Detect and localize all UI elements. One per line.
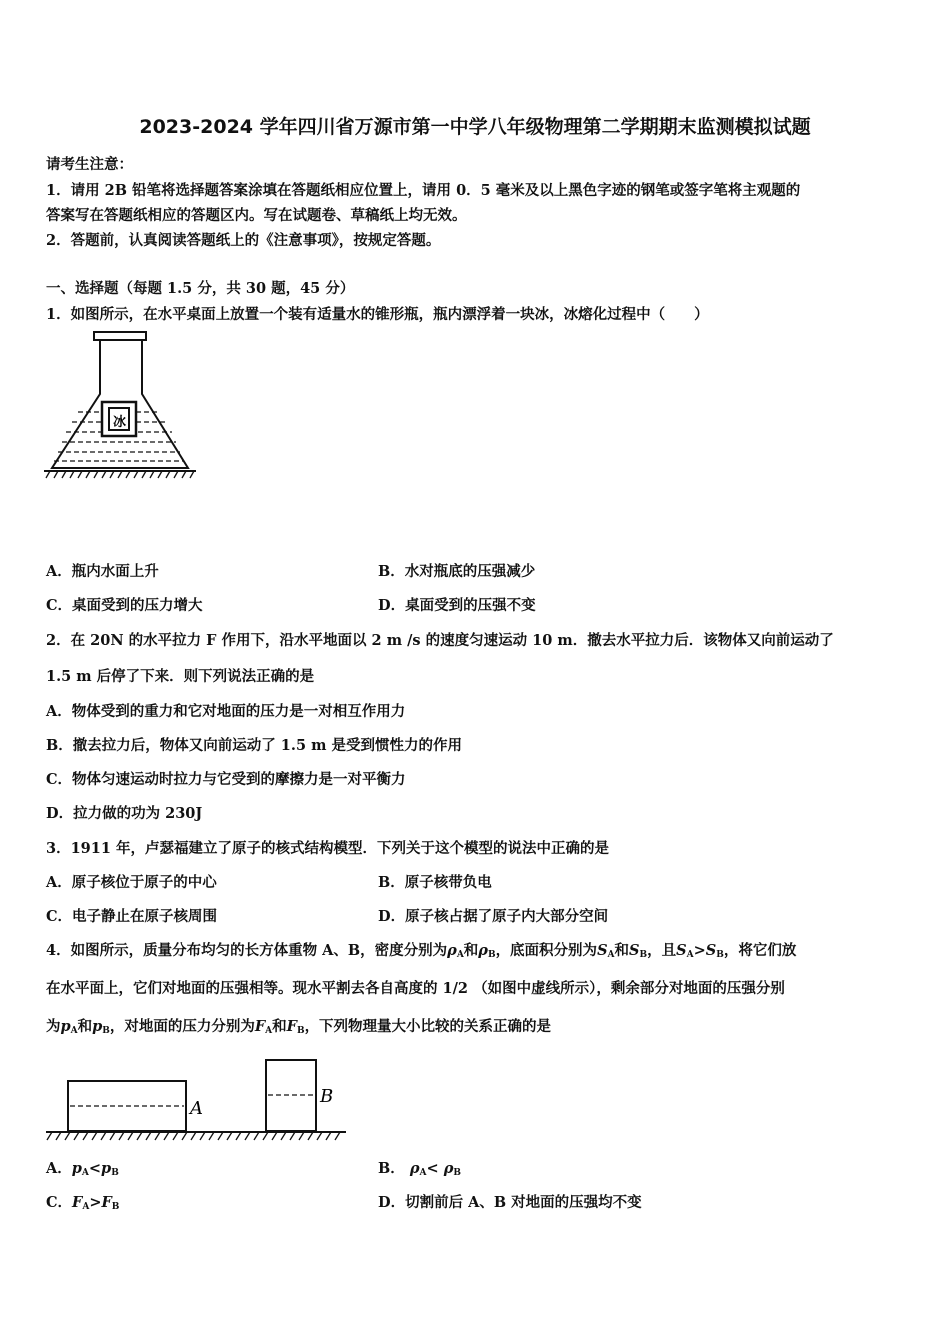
q1-stem: 1．如图所示，在水平桌面上放置一个装有适量水的锥形瓶，瓶内漂浮着一块冰，冰熔化过程中（ ） [46, 306, 709, 323]
notice-item-1-line-2: 答案写在答题纸相应的答题区内。写在试题卷、草稿纸上均无效。 [46, 207, 467, 224]
section-heading: 一、选择题（每题 1.5 分，共 30 题，45 分） [46, 280, 355, 297]
q3-option-c[interactable]: C．电子静止在原子核周围 [46, 908, 218, 925]
block-a-label: A [190, 1098, 203, 1119]
q2-option-d[interactable]: D．拉力做的功为 230J [46, 805, 203, 822]
q3-option-a[interactable]: A．原子核位于原子的中心 [46, 874, 217, 891]
q3-option-d[interactable]: D．原子核占据了原子内大部分空间 [378, 908, 609, 925]
q4-stem-line-1: 4．如图所示，质量分布均匀的长方体重物 A、B，密度分别为$\rho_A$和$\rho_B$，底面积分别为$S_A$和$S_B$，且$S_A>S_B$，将它们放 [46, 942, 797, 960]
q4-option-b[interactable]: B． $\rho_A< \rho_B$ [378, 1160, 461, 1178]
q2-stem-line-2: 1.5 m 后停了下来．则下列说法正确的是 [46, 668, 315, 685]
q3-option-b[interactable]: B．原子核带负电 [378, 874, 492, 891]
notice-item-2: 2．答题前，认真阅读答题纸上的《注意事项》，按规定答题。 [46, 232, 441, 249]
q4-option-a[interactable]: A．$p_A<p_B$ [46, 1160, 119, 1178]
q1-option-c[interactable]: C．桌面受到的压力增大 [46, 597, 203, 614]
q2-option-c[interactable]: C．物体匀速运动时拉力与它受到的摩擦力是一对平衡力 [46, 771, 406, 788]
q4-option-c[interactable]: C．$F_A>F_B$ [46, 1194, 120, 1212]
page-title: 2023-2024 学年四川省万源市第一中学八年级物理第二学期期末监测模拟试题 [139, 116, 811, 138]
q4-stem-line-3: 为$p_A$和$p_B$，对地面的压力分别为$F_A$和$F_B$，下列物理量大小比较的关系正确的是 [46, 1018, 552, 1036]
q1-option-d[interactable]: D．桌面受到的压强不变 [378, 597, 536, 614]
notice-item-1-line-1: 1．请用 2B 铅笔将选择题答案涂填在答题纸相应位置上，请用 0．5 毫米及以上黑色字迹的钢笔或签字笔将主观题的 [46, 182, 801, 199]
ice-label: 冰 [113, 415, 127, 430]
q2-option-a[interactable]: A．物体受到的重力和它对地面的压力是一对相互作用力 [46, 703, 406, 720]
q2-option-b[interactable]: B．撤去拉力后，物体又向前运动了 1.5 m 是受到惯性力的作用 [46, 737, 462, 754]
block-b-label: B [320, 1086, 334, 1107]
q1-option-b[interactable]: B．水对瓶底的压强减少 [378, 563, 536, 580]
q4-option-d[interactable]: D．切割前后 A、B 对地面的压强均不变 [378, 1194, 642, 1211]
q1-option-a[interactable]: A．瓶内水面上升 [46, 563, 159, 580]
blocks-figure [44, 1056, 350, 1144]
notice-heading: 请考生注意： [46, 156, 133, 173]
flask-figure [44, 328, 204, 484]
q3-stem: 3．1911 年，卢瑟福建立了原子的核式结构模型．下列关于这个模型的说法中正确的是 [46, 840, 609, 857]
q2-stem-line-1: 2．在 20N 的水平拉力 F 作用下，沿水平地面以 2 m /s 的速度匀速运动 10 m．撤去水平拉力后．该物体又向前运动了 [46, 632, 834, 649]
q4-stem-line-2: 在水平面上，它们对地面的压强相等。现水平割去各自高度的 1/2 （如图中虚线所示），剩余部分对地面的压强分别 [46, 980, 785, 997]
